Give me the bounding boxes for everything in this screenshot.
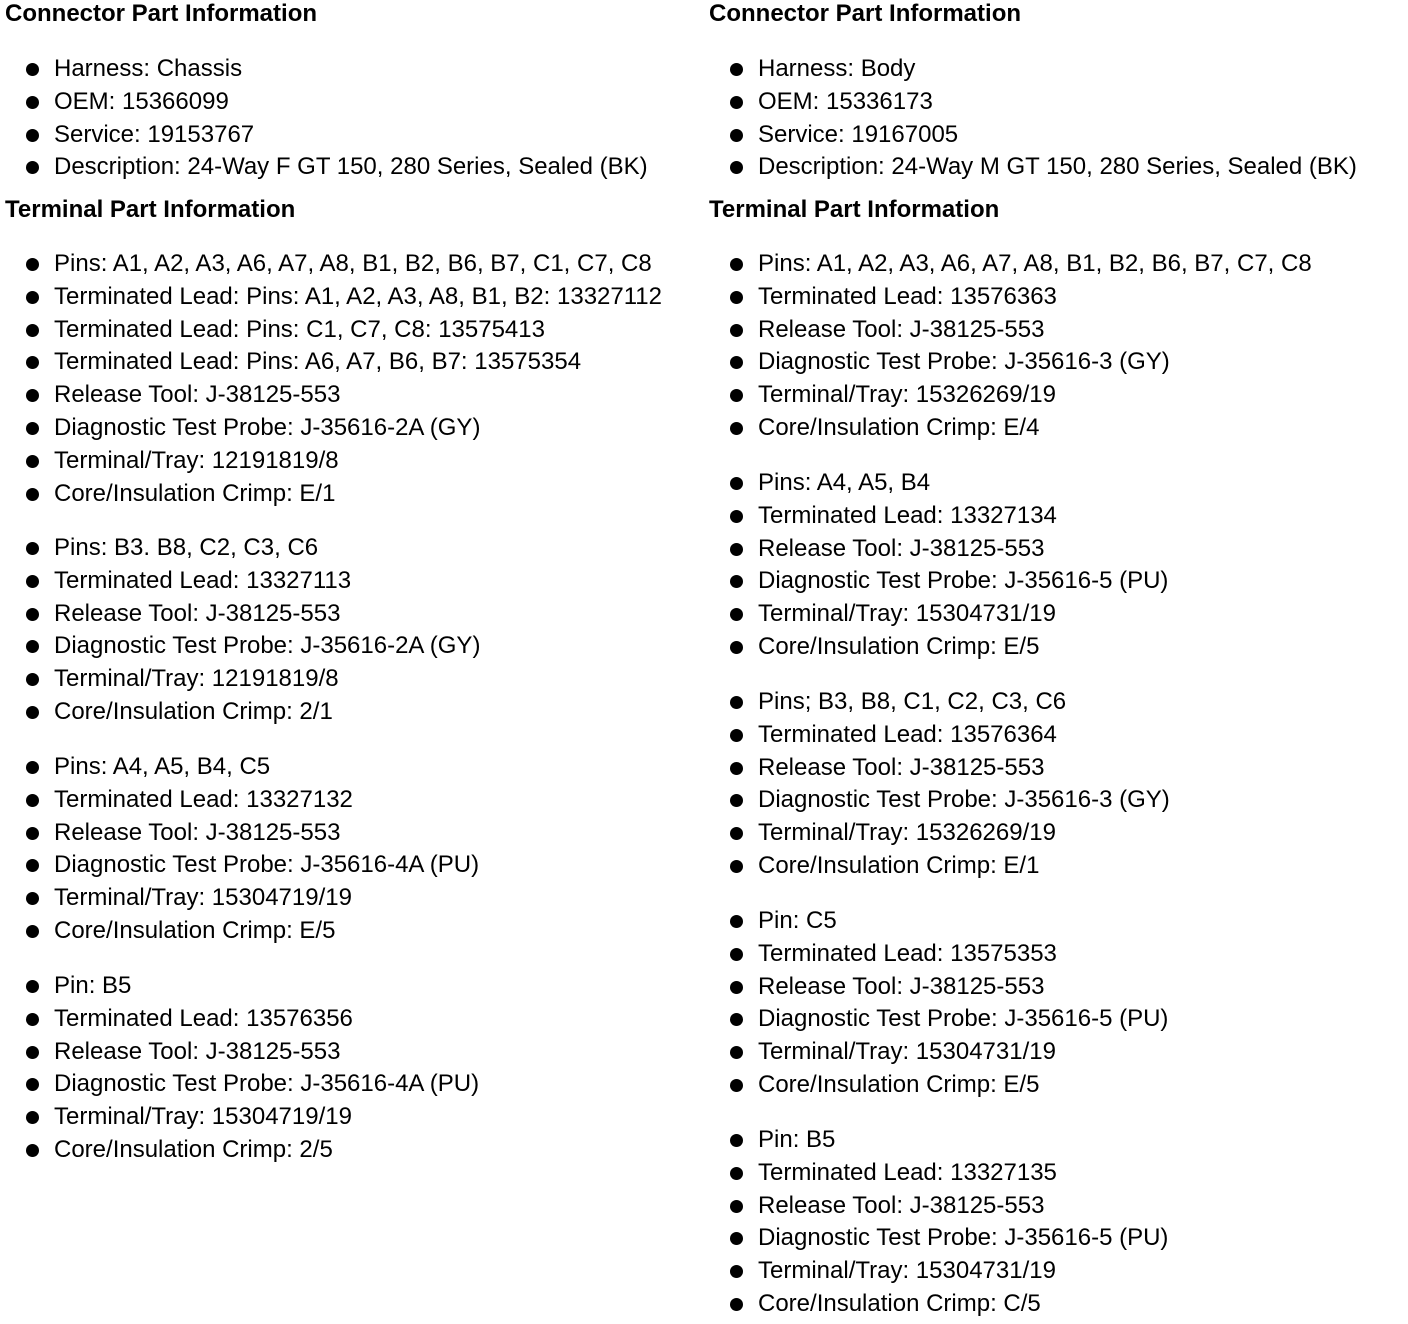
bullet-icon — [26, 1046, 39, 1059]
bullet-icon — [730, 129, 743, 142]
item-text: Core/Insulation Crimp: E/5 — [54, 916, 336, 944]
list-item — [5, 663, 480, 696]
terminal-group-1 — [709, 248, 1312, 445]
item-text: Terminal/Tray: 15304731/19 — [758, 1257, 1056, 1285]
list-item — [709, 248, 1312, 281]
list-item — [709, 971, 1168, 1004]
terminal-group-3 — [5, 751, 479, 948]
list-item — [5, 784, 479, 817]
bullet-icon — [730, 543, 743, 556]
list-item — [709, 1124, 1168, 1157]
bullet-icon — [730, 729, 743, 742]
terminal-group-3 — [709, 686, 1170, 883]
bullet-icon — [26, 129, 39, 142]
list-item — [709, 533, 1168, 566]
bullet-icon — [730, 1134, 743, 1147]
item-text: Core/Insulation Crimp: E/1 — [758, 851, 1040, 879]
list-item — [709, 565, 1168, 598]
list-item — [709, 1157, 1168, 1190]
item-text: Release Tool: J-38125-553 — [758, 972, 1045, 1000]
item-text: Core/Insulation Crimp: 2/1 — [54, 697, 333, 725]
bullet-icon — [730, 1167, 743, 1180]
bullet-icon — [730, 258, 743, 271]
item-text: Pins: A1, A2, A3, A6, A7, A8, B1, B2, B6, B7, C7, C8 — [758, 250, 1312, 277]
bullet-icon — [730, 575, 743, 588]
list-item — [709, 1288, 1168, 1321]
item-text: Diagnostic Test Probe: J-35616-5 (PU) — [758, 567, 1169, 595]
terminal-group-4 — [709, 905, 1168, 1102]
item-text: Release Tool: J-38125-553 — [54, 818, 341, 846]
bullet-icon — [26, 389, 39, 402]
list-item — [709, 500, 1168, 533]
bullet-icon — [26, 258, 39, 271]
bullet-icon — [730, 510, 743, 523]
bullet-icon — [26, 859, 39, 872]
item-text: Core/Insulation Crimp: E/4 — [758, 413, 1040, 441]
bullet-icon — [26, 1013, 39, 1026]
bullet-icon — [26, 640, 39, 653]
item-text: Terminated Lead: Pins: A1, A2, A3, A8, B1, B2: 13327112 — [54, 282, 662, 310]
item-text: OEM: 15366099 — [54, 87, 229, 115]
item-text: Diagnostic Test Probe: J-35616-2A (GY) — [54, 632, 481, 660]
item-text: Core/Insulation Crimp: E/1 — [54, 479, 336, 507]
list-item — [5, 915, 479, 948]
list-item — [709, 938, 1168, 971]
terminal-group-5 — [709, 1124, 1168, 1321]
item-text: Description: 24-Way F GT 150, 280 Series, Sealed (BK) — [54, 153, 648, 181]
terminal-group-1 — [5, 248, 662, 510]
terminal-group-2 — [709, 467, 1168, 664]
item-text: Diagnostic Test Probe: J-35616-2A (GY) — [54, 413, 481, 441]
bullet-icon — [730, 161, 743, 174]
bullet-icon — [730, 915, 743, 928]
item-text: Terminal/Tray: 15326269/19 — [758, 819, 1056, 847]
list-item — [5, 119, 648, 152]
bullet-icon — [26, 1078, 39, 1091]
list-item — [709, 119, 1357, 152]
bullet-icon — [26, 161, 39, 174]
bullet-icon — [730, 389, 743, 402]
item-text: Terminal/Tray: 15304731/19 — [758, 1038, 1056, 1066]
list-item — [709, 817, 1170, 850]
bullet-icon — [730, 356, 743, 369]
item-text: Terminated Lead: 13327134 — [758, 501, 1057, 529]
list-item — [709, 784, 1170, 817]
bullet-icon — [730, 696, 743, 709]
bullet-icon — [26, 706, 39, 719]
item-text: Service: 19153767 — [54, 120, 255, 148]
item-text: Core/Insulation Crimp: 2/5 — [54, 1135, 333, 1163]
bullet-icon — [730, 324, 743, 337]
bullet-icon — [730, 1013, 743, 1026]
connector-list — [709, 53, 1357, 184]
item-text: Diagnostic Test Probe: J-35616-4A (PU) — [54, 851, 480, 879]
bullet-icon — [730, 422, 743, 435]
item-text: Release Tool: J-38125-553 — [54, 1037, 341, 1065]
bullet-icon — [26, 422, 39, 435]
item-text: Release Tool: J-38125-553 — [758, 1191, 1045, 1219]
item-text: Service: 19167005 — [758, 120, 959, 148]
list-item — [5, 1134, 479, 1167]
bullet-icon — [730, 608, 743, 621]
bullet-icon — [26, 324, 39, 337]
list-item — [5, 751, 479, 784]
list-item — [709, 631, 1168, 664]
item-text: Release Tool: J-38125-553 — [758, 534, 1045, 562]
list-item — [5, 598, 480, 631]
list-item — [709, 1003, 1168, 1036]
bullet-icon — [730, 1265, 743, 1278]
list-item — [5, 970, 479, 1003]
list-item — [5, 532, 480, 565]
list-item — [5, 1003, 479, 1036]
item-text: OEM: 15336173 — [758, 87, 933, 115]
connector-list — [5, 53, 648, 184]
bullet-icon — [26, 488, 39, 501]
bullet-icon — [26, 761, 39, 774]
list-item — [709, 314, 1312, 347]
item-text: Terminal/Tray: 12191819/8 — [54, 665, 339, 693]
list-item — [5, 86, 648, 119]
item-text: Core/Insulation Crimp: E/5 — [758, 1070, 1040, 1098]
item-text: Release Tool: J-38125-553 — [54, 381, 341, 409]
list-item — [5, 379, 662, 412]
item-text: Terminal/Tray: 15304719/19 — [54, 1103, 352, 1131]
list-item — [5, 412, 662, 445]
item-text: Pin: B5 — [758, 1126, 836, 1153]
list-item — [709, 379, 1312, 412]
item-text: Pin: C5 — [758, 907, 837, 934]
list-item — [709, 686, 1170, 719]
item-text: Diagnostic Test Probe: J-35616-4A (PU) — [54, 1070, 480, 1098]
bullet-icon — [26, 892, 39, 905]
list-item — [5, 565, 480, 598]
item-text: Pins: A4, A5, B4 — [758, 469, 931, 496]
item-text: Description: 24-Way M GT 150, 280 Series, Sealed (BK) — [758, 153, 1357, 181]
item-text: Pin: B5 — [54, 972, 132, 999]
list-item — [5, 346, 662, 379]
item-text: Pins; B3, B8, C1, C2, C3, C6 — [758, 688, 1067, 715]
bullet-icon — [26, 96, 39, 109]
bullet-icon — [26, 1144, 39, 1157]
item-text: Release Tool: J-38125-553 — [54, 599, 341, 627]
item-text: Pins: A1, A2, A3, A6, A7, A8, B1, B2, B6, B7, C1, C7, C8 — [54, 250, 652, 277]
item-text: Terminal/Tray: 12191819/8 — [54, 446, 339, 474]
list-item — [709, 850, 1170, 883]
bullet-icon — [26, 63, 39, 76]
item-text: Terminated Lead: 13576356 — [54, 1004, 353, 1032]
list-item — [709, 1036, 1168, 1069]
item-text: Harness: Body — [758, 55, 916, 82]
bullet-icon — [26, 673, 39, 686]
list-item — [709, 281, 1312, 314]
item-text: Terminated Lead: Pins: A6, A7, B6, B7: 13575354 — [54, 348, 582, 376]
item-text: Pins: A4, A5, B4, C5 — [54, 753, 271, 780]
list-item — [5, 248, 662, 281]
bullet-icon — [730, 96, 743, 109]
terminal-heading: Terminal Part Information — [5, 196, 296, 223]
bullet-icon — [730, 1298, 743, 1311]
list-item — [5, 696, 480, 729]
terminal-group-2 — [5, 532, 480, 729]
bullet-icon — [730, 981, 743, 994]
bullet-icon — [730, 1232, 743, 1245]
item-text: Core/Insulation Crimp: E/5 — [758, 632, 1040, 660]
list-item — [5, 478, 662, 511]
item-text: Terminated Lead: Pins: C1, C7, C8: 13575413 — [54, 315, 545, 343]
bullet-icon — [26, 291, 39, 304]
list-item — [709, 719, 1170, 752]
list-item — [709, 598, 1168, 631]
bullet-icon — [730, 641, 743, 654]
bullet-icon — [730, 827, 743, 840]
list-item — [5, 281, 662, 314]
bullet-icon — [26, 980, 39, 993]
list-item — [709, 1222, 1168, 1255]
item-text: Release Tool: J-38125-553 — [758, 753, 1045, 781]
item-text: Release Tool: J-38125-553 — [758, 315, 1045, 343]
bullet-icon — [730, 1046, 743, 1059]
bullet-icon — [26, 356, 39, 369]
list-item — [709, 752, 1170, 785]
item-text: Diagnostic Test Probe: J-35616-5 (PU) — [758, 1005, 1169, 1033]
bullet-icon — [730, 762, 743, 775]
bullet-icon — [26, 925, 39, 938]
list-item — [709, 346, 1312, 379]
bullet-icon — [730, 860, 743, 873]
item-text: Terminated Lead: 13327132 — [54, 785, 353, 813]
list-item — [709, 1190, 1168, 1223]
list-item — [5, 882, 479, 915]
list-item — [709, 467, 1168, 500]
bullet-icon — [26, 827, 39, 840]
bullet-icon — [26, 794, 39, 807]
item-text: Diagnostic Test Probe: J-35616-3 (GY) — [758, 786, 1170, 814]
item-text: Diagnostic Test Probe: J-35616-5 (PU) — [758, 1224, 1169, 1252]
item-text: Terminated Lead: 13576364 — [758, 720, 1057, 748]
list-item — [5, 1068, 479, 1101]
bullet-icon — [730, 794, 743, 807]
terminal-group-4 — [5, 970, 479, 1167]
bullet-icon — [26, 575, 39, 588]
bullet-icon — [730, 477, 743, 490]
bullet-icon — [730, 1200, 743, 1213]
item-text: Terminal/Tray: 15326269/19 — [758, 381, 1056, 409]
list-item — [5, 630, 480, 663]
item-text: Terminated Lead: 13327113 — [54, 566, 352, 594]
list-item — [709, 53, 1357, 86]
list-item — [709, 151, 1357, 184]
list-item — [709, 1069, 1168, 1102]
list-item — [5, 53, 648, 86]
list-item — [5, 817, 479, 850]
list-item — [5, 314, 662, 347]
bullet-icon — [730, 63, 743, 76]
item-text: Core/Insulation Crimp: C/5 — [758, 1289, 1041, 1317]
item-text: Diagnostic Test Probe: J-35616-3 (GY) — [758, 348, 1170, 376]
list-item — [709, 1255, 1168, 1288]
item-text: Terminated Lead: 13576363 — [758, 282, 1057, 310]
item-text: Terminated Lead: 13327135 — [758, 1158, 1057, 1186]
item-text: Pins: B3. B8, C2, C3, C6 — [54, 534, 319, 561]
item-text: Terminal/Tray: 15304719/19 — [54, 884, 352, 912]
connector-heading: Connector Part Information — [5, 0, 318, 27]
item-text: Harness: Chassis — [54, 55, 243, 82]
list-item — [709, 86, 1357, 119]
list-item — [5, 1036, 479, 1069]
bullet-icon — [730, 1079, 743, 1092]
list-item — [5, 849, 479, 882]
bullet-icon — [730, 948, 743, 961]
item-text: Terminal/Tray: 15304731/19 — [758, 600, 1056, 628]
list-item — [709, 412, 1312, 445]
bullet-icon — [26, 455, 39, 468]
connector-heading: Connector Part Information — [709, 0, 1022, 27]
bullet-icon — [26, 1111, 39, 1124]
list-item — [5, 1101, 479, 1134]
bullet-icon — [730, 291, 743, 304]
list-item — [5, 445, 662, 478]
item-text: Terminated Lead: 13575353 — [758, 939, 1057, 967]
bullet-icon — [26, 608, 39, 621]
bullet-icon — [26, 542, 39, 555]
list-item — [5, 151, 648, 184]
list-item — [709, 905, 1168, 938]
terminal-heading: Terminal Part Information — [709, 196, 1000, 223]
